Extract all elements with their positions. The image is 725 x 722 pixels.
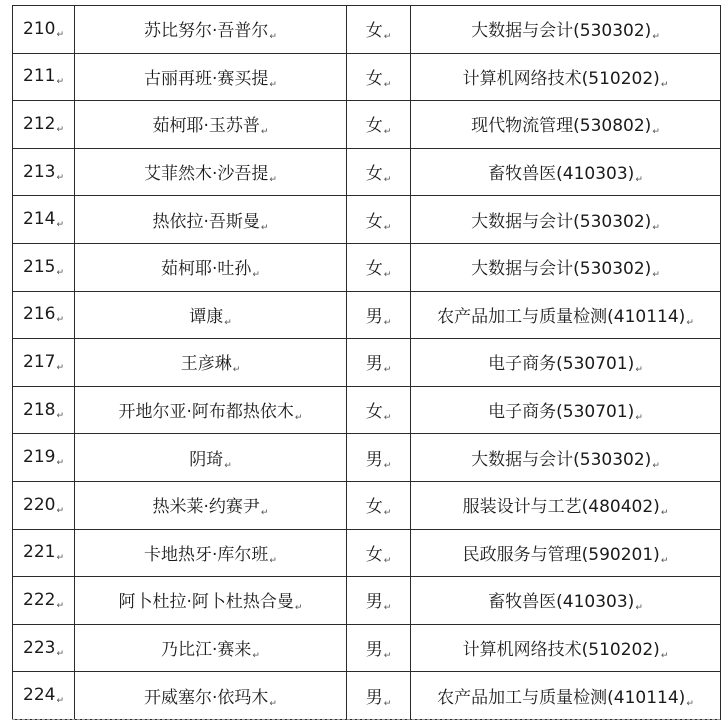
- cell-number: [13, 386, 75, 434]
- cell-major: [411, 196, 721, 244]
- cell-name: [75, 243, 347, 291]
- paragraph-mark-icon: ↵: [224, 317, 232, 328]
- cell-number-text: 219: [23, 447, 56, 468]
- cell-name: [75, 481, 347, 529]
- cell-number-text: 220: [23, 494, 56, 515]
- cell-name: [75, 577, 347, 625]
- paragraph-mark-icon: ↵: [56, 505, 64, 516]
- cell-major: [411, 291, 721, 339]
- cell-gender-text: 女: [365, 259, 383, 280]
- table-row: [13, 148, 721, 196]
- cell-number: [13, 148, 75, 196]
- paragraph-mark-icon: ↵: [56, 458, 64, 469]
- cell-number: [13, 529, 75, 577]
- paragraph-mark-icon: ↵: [56, 124, 64, 135]
- cell-name-text: 开威塞尔·依玛木: [144, 687, 269, 708]
- paragraph-mark-icon: ↵: [383, 460, 392, 471]
- cell-name-text: 热米莱·约赛尹: [152, 497, 260, 518]
- paragraph-mark-icon: ↵: [660, 651, 669, 662]
- cell-major: [411, 148, 721, 196]
- table-row: [13, 6, 721, 54]
- cell-name-text: 乃比江·赛来: [161, 640, 252, 661]
- cell-gender-text: 男: [365, 592, 383, 613]
- cell-major-text: 服装设计与工艺(480402): [462, 497, 660, 518]
- paragraph-mark-icon: ↵: [56, 29, 64, 40]
- paragraph-mark-icon: ↵: [56, 362, 64, 373]
- cell-number-text: 222: [23, 589, 56, 610]
- cell-major: [411, 672, 721, 720]
- table-row: [13, 434, 721, 482]
- paragraph-mark-icon: ↵: [56, 315, 64, 326]
- paragraph-mark-icon: ↵: [269, 32, 277, 43]
- cell-gender: [347, 624, 411, 672]
- cell-major-text: 电子商务(530701): [488, 402, 635, 423]
- cell-name: [75, 529, 347, 577]
- cell-major-text: 大数据与会计(530302): [471, 21, 652, 42]
- table-row: [13, 196, 721, 244]
- cell-gender-text: 女: [365, 544, 383, 565]
- paragraph-mark-icon: ↵: [56, 600, 64, 611]
- cell-gender-text: 女: [365, 116, 383, 137]
- cell-major: [411, 243, 721, 291]
- table-row: [13, 386, 721, 434]
- cell-major: [411, 624, 721, 672]
- paragraph-mark-icon: ↵: [635, 365, 643, 376]
- cell-major-text: 电子商务(530701): [488, 354, 635, 375]
- table-row: [13, 339, 721, 387]
- cell-number: [13, 624, 75, 672]
- cell-name-text: 阴琦: [189, 449, 224, 470]
- paragraph-mark-icon: ↵: [294, 413, 303, 424]
- cell-major-text: 畜牧兽医(410303): [488, 164, 635, 185]
- paragraph-mark-icon: ↵: [635, 603, 643, 614]
- cell-gender-text: 女: [365, 68, 383, 89]
- table-row: [13, 53, 721, 101]
- paragraph-mark-icon: ↵: [635, 175, 643, 186]
- table-row: [13, 577, 721, 625]
- table-row: [13, 672, 721, 720]
- cell-number-text: 217: [23, 351, 56, 372]
- cell-gender-text: 男: [365, 640, 383, 661]
- cell-number: [13, 53, 75, 101]
- cell-gender: [347, 6, 411, 54]
- table-row: [13, 291, 721, 339]
- cell-gender: [347, 577, 411, 625]
- table-row: [13, 481, 721, 529]
- cell-gender: [347, 291, 411, 339]
- paragraph-mark-icon: ↵: [652, 127, 660, 138]
- roster-body: [13, 6, 721, 720]
- cell-number: [13, 339, 75, 387]
- cell-number: [13, 243, 75, 291]
- cell-gender: [347, 101, 411, 149]
- cell-name-text: 谭康: [189, 306, 224, 327]
- cell-gender-text: 男: [365, 449, 383, 470]
- paragraph-mark-icon: ↵: [56, 220, 64, 231]
- cell-gender-text: 女: [365, 164, 383, 185]
- cell-number-text: 218: [23, 399, 56, 420]
- cell-number: [13, 672, 75, 720]
- cell-major: [411, 481, 721, 529]
- paragraph-mark-icon: ↵: [652, 460, 660, 471]
- paragraph-mark-icon: ↵: [56, 410, 64, 421]
- paragraph-mark-icon: ↵: [252, 651, 260, 662]
- paragraph-mark-icon: ↵: [383, 508, 392, 519]
- cell-major: [411, 339, 721, 387]
- paragraph-mark-icon: ↵: [269, 698, 277, 709]
- paragraph-mark-icon: ↵: [635, 413, 643, 424]
- cell-gender-text: 女: [365, 402, 383, 423]
- table-row: [13, 529, 721, 577]
- cell-number: [13, 434, 75, 482]
- table-row: [13, 101, 721, 149]
- cell-name: [75, 196, 347, 244]
- cell-number-text: 213: [23, 161, 56, 182]
- cell-number: [13, 101, 75, 149]
- paragraph-mark-icon: ↵: [260, 127, 269, 138]
- cell-number: [13, 481, 75, 529]
- paragraph-mark-icon: ↵: [56, 648, 64, 659]
- cell-name: [75, 6, 347, 54]
- paragraph-mark-icon: ↵: [652, 270, 660, 281]
- paragraph-mark-icon: ↵: [383, 32, 392, 43]
- cell-major-text: 农产品加工与质量检测(410114): [437, 306, 686, 327]
- cell-number-text: 214: [23, 209, 56, 230]
- cell-gender: [347, 672, 411, 720]
- paragraph-mark-icon: ↵: [383, 651, 392, 662]
- cell-major-text: 畜牧兽医(410303): [488, 592, 635, 613]
- cell-major: [411, 101, 721, 149]
- cell-name-text: 阿卜杜拉·阿卜杜热合曼: [118, 592, 294, 613]
- paragraph-mark-icon: ↵: [269, 175, 277, 186]
- cell-number: [13, 577, 75, 625]
- cell-number: [13, 6, 75, 54]
- cell-name: [75, 672, 347, 720]
- cell-major-text: 民政服务与管理(590201): [462, 544, 660, 565]
- cell-major-text: 现代物流管理(530802): [471, 116, 652, 137]
- cell-major-text: 大数据与会计(530302): [471, 259, 652, 280]
- cell-gender-text: 男: [365, 687, 383, 708]
- cell-gender: [347, 53, 411, 101]
- paragraph-mark-icon: ↵: [260, 508, 269, 519]
- cell-gender: [347, 529, 411, 577]
- cell-number-text: 223: [23, 637, 56, 658]
- cell-name: [75, 339, 347, 387]
- cell-number-text: 221: [23, 542, 56, 563]
- paragraph-mark-icon: ↵: [294, 603, 303, 614]
- cell-gender: [347, 196, 411, 244]
- cell-name: [75, 53, 347, 101]
- paragraph-mark-icon: ↵: [383, 603, 392, 614]
- paragraph-mark-icon: ↵: [56, 553, 64, 564]
- cell-name-text: 古丽再班·赛买提: [144, 68, 269, 89]
- cell-major: [411, 577, 721, 625]
- cell-number: [13, 196, 75, 244]
- paragraph-mark-icon: ↵: [660, 555, 669, 566]
- paragraph-mark-icon: ↵: [56, 172, 64, 183]
- cell-name: [75, 148, 347, 196]
- cell-gender-text: 男: [365, 354, 383, 375]
- cell-number-text: 215: [23, 256, 56, 277]
- cell-name: [75, 386, 347, 434]
- cell-gender: [347, 434, 411, 482]
- cell-major: [411, 529, 721, 577]
- cell-major: [411, 6, 721, 54]
- paragraph-mark-icon: ↵: [224, 460, 232, 471]
- paragraph-mark-icon: ↵: [660, 79, 669, 90]
- paragraph-mark-icon: ↵: [652, 222, 660, 233]
- cell-name-text: 开地尔亚·阿布都热依木: [118, 402, 294, 423]
- paragraph-mark-icon: ↵: [660, 508, 669, 519]
- cell-major: [411, 53, 721, 101]
- cell-number-text: 224: [23, 685, 56, 706]
- paragraph-mark-icon: ↵: [269, 555, 277, 566]
- cell-gender-text: 女: [365, 211, 383, 232]
- paragraph-mark-icon: ↵: [383, 127, 392, 138]
- cell-gender: [347, 386, 411, 434]
- paragraph-mark-icon: ↵: [260, 222, 269, 233]
- cell-name-text: 茹柯耶·吐孙: [161, 259, 252, 280]
- paragraph-mark-icon: ↵: [383, 413, 392, 424]
- cell-gender: [347, 243, 411, 291]
- paragraph-mark-icon: ↵: [56, 696, 64, 707]
- cell-name: [75, 624, 347, 672]
- cell-major-text: 大数据与会计(530302): [471, 211, 652, 232]
- paragraph-mark-icon: ↵: [232, 365, 241, 376]
- cell-major-text: 大数据与会计(530302): [471, 449, 652, 470]
- paragraph-mark-icon: ↵: [56, 267, 64, 278]
- cell-name: [75, 291, 347, 339]
- table-row: [13, 243, 721, 291]
- cell-name-text: 卡地热牙·库尔班: [144, 544, 269, 565]
- cell-name: [75, 434, 347, 482]
- cell-major: [411, 386, 721, 434]
- paragraph-mark-icon: ↵: [383, 317, 392, 328]
- paragraph-mark-icon: ↵: [252, 270, 260, 281]
- table-continuation-line: [12, 719, 720, 720]
- paragraph-mark-icon: ↵: [383, 555, 392, 566]
- cell-number-text: 211: [23, 66, 56, 87]
- cell-major-text: 计算机网络技术(510202): [462, 640, 660, 661]
- paragraph-mark-icon: ↵: [383, 222, 392, 233]
- cell-gender: [347, 481, 411, 529]
- cell-name-text: 茹柯耶·玉苏普: [152, 116, 260, 137]
- cell-gender: [347, 148, 411, 196]
- paragraph-mark-icon: ↵: [383, 270, 392, 281]
- cell-major-text: 计算机网络技术(510202): [462, 68, 660, 89]
- cell-major: [411, 434, 721, 482]
- paragraph-mark-icon: ↵: [56, 77, 64, 88]
- cell-gender: [347, 339, 411, 387]
- cell-name-text: 王彦琳: [180, 354, 232, 375]
- cell-name-text: 热依拉·吾斯曼: [152, 211, 260, 232]
- student-roster-table: [12, 5, 721, 720]
- paragraph-mark-icon: ↵: [383, 365, 392, 376]
- cell-name-text: 艾菲然木·沙吾提: [144, 164, 269, 185]
- cell-number-text: 210: [23, 18, 56, 39]
- paragraph-mark-icon: ↵: [383, 175, 392, 186]
- table-row: [13, 624, 721, 672]
- paragraph-mark-icon: ↵: [652, 32, 660, 43]
- paragraph-mark-icon: ↵: [383, 698, 392, 709]
- cell-name: [75, 101, 347, 149]
- cell-gender-text: 男: [365, 306, 383, 327]
- paragraph-mark-icon: ↵: [269, 79, 277, 90]
- paragraph-mark-icon: ↵: [686, 317, 694, 328]
- cell-number: [13, 291, 75, 339]
- cell-name-text: 苏比努尔·吾普尔: [144, 21, 269, 42]
- paragraph-mark-icon: ↵: [686, 698, 694, 709]
- cell-gender-text: 女: [365, 21, 383, 42]
- cell-gender-text: 女: [365, 497, 383, 518]
- cell-number-text: 212: [23, 113, 56, 134]
- cell-number-text: 216: [23, 304, 56, 325]
- cell-major-text: 农产品加工与质量检测(410114): [437, 687, 686, 708]
- paragraph-mark-icon: ↵: [383, 79, 392, 90]
